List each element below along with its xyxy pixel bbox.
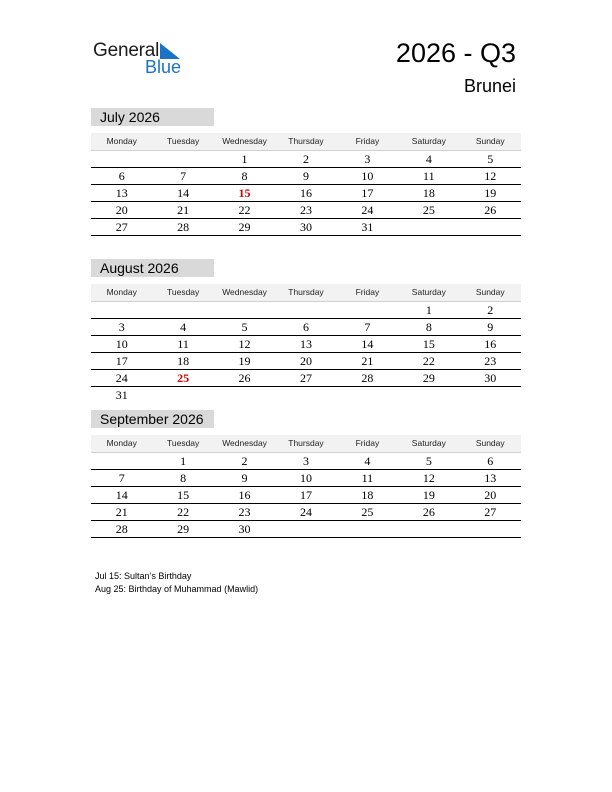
day-cell — [152, 151, 213, 167]
week-row — [91, 219, 521, 236]
weekday-header: Monday — [106, 136, 137, 146]
day-cell: 7 — [364, 320, 371, 334]
day-cell: 5 — [487, 152, 494, 166]
day-cell: 25 — [361, 505, 374, 519]
week-row — [91, 151, 521, 168]
day-cell: 20 — [299, 354, 312, 368]
holiday-day-cell: 25 — [177, 371, 190, 385]
day-cell: 21 — [115, 505, 128, 519]
day-cell: 27 — [484, 505, 497, 519]
month-grid — [91, 284, 521, 403]
weekday-header: Saturday — [411, 438, 446, 448]
holiday-note: Jul 15: Sultan’s Birthday — [95, 571, 192, 581]
day-cell — [91, 453, 152, 469]
day-cell: 2 — [302, 152, 309, 166]
day-cell: 8 — [180, 471, 187, 485]
day-cell: 31 — [115, 388, 128, 402]
day-cell: 8 — [241, 169, 248, 183]
day-cell: 5 — [241, 320, 248, 334]
weekday-header: Thursday — [288, 136, 324, 146]
day-cell: 7 — [180, 169, 187, 183]
day-cell: 29 — [422, 371, 435, 385]
day-cell — [398, 219, 459, 235]
day-cell — [398, 387, 459, 403]
day-cell: 1 — [241, 152, 248, 166]
day-cell — [337, 302, 398, 318]
month-block-september — [91, 410, 521, 538]
day-cell: 22 — [177, 505, 190, 519]
weekday-header: Wednesday — [222, 136, 267, 146]
day-cell: 18 — [177, 354, 190, 368]
logo-general-text: General — [93, 40, 160, 61]
day-cell — [91, 302, 152, 318]
week-row — [91, 504, 521, 521]
weekday-header-row — [91, 133, 521, 151]
day-cell: 6 — [487, 454, 494, 468]
day-cell: 24 — [361, 203, 374, 217]
day-cell: 6 — [302, 320, 309, 334]
week-row — [91, 336, 521, 353]
weekday-header: Sunday — [475, 287, 505, 297]
day-cell: 1 — [425, 303, 432, 317]
day-cell: 20 — [115, 203, 128, 217]
day-cell: 10 — [299, 471, 312, 485]
day-cell: 10 — [115, 337, 128, 351]
weekday-header: Saturday — [411, 287, 446, 297]
holiday-day-cell: 15 — [238, 186, 251, 200]
day-cell: 25 — [422, 203, 435, 217]
day-cell — [91, 151, 152, 167]
month-label: August 2026 — [91, 259, 214, 277]
logo-blue-text: Blue — [145, 57, 182, 77]
day-cell: 24 — [115, 371, 128, 385]
country-name: Brunei — [463, 76, 516, 96]
day-cell: 21 — [361, 354, 374, 368]
day-cell: 30 — [484, 371, 497, 385]
day-cell: 8 — [425, 320, 432, 334]
weekday-header: Thursday — [288, 438, 324, 448]
week-row — [91, 168, 521, 185]
month-grid — [91, 435, 521, 538]
day-cell: 7 — [118, 471, 125, 485]
day-cell — [337, 521, 398, 537]
day-cell: 28 — [177, 220, 190, 234]
month-block-july — [91, 108, 521, 236]
weekday-header: Monday — [106, 438, 137, 448]
week-row — [91, 453, 521, 470]
day-cell: 9 — [487, 320, 494, 334]
day-cell — [214, 302, 275, 318]
day-cell — [460, 387, 521, 403]
day-cell: 28 — [115, 522, 128, 536]
week-row — [91, 202, 521, 219]
day-cell: 19 — [422, 488, 435, 502]
day-cell: 27 — [115, 220, 128, 234]
week-row — [91, 521, 521, 538]
day-cell: 22 — [238, 203, 251, 217]
week-row — [91, 302, 521, 319]
day-cell: 23 — [238, 505, 251, 519]
day-cell — [275, 302, 336, 318]
day-cell: 28 — [361, 371, 374, 385]
day-cell: 2 — [241, 454, 248, 468]
day-cell: 2 — [487, 303, 494, 317]
day-cell — [398, 521, 459, 537]
week-row — [91, 319, 521, 336]
week-row — [91, 470, 521, 487]
day-cell: 16 — [484, 337, 497, 351]
day-cell — [460, 219, 521, 235]
day-cell — [152, 387, 213, 403]
day-cell: 29 — [177, 522, 190, 536]
day-cell: 4 — [364, 454, 371, 468]
weekday-header-row — [91, 435, 521, 453]
day-cell: 13 — [484, 471, 497, 485]
day-cell: 14 — [115, 488, 128, 502]
day-cell: 3 — [118, 320, 125, 334]
day-cell: 4 — [425, 152, 432, 166]
day-cell: 26 — [238, 371, 251, 385]
day-cell: 3 — [302, 454, 309, 468]
weekday-header: Tuesday — [166, 136, 200, 146]
weekday-header: Thursday — [288, 287, 324, 297]
day-cell — [152, 302, 213, 318]
day-cell — [275, 521, 336, 537]
day-cell: 13 — [115, 186, 128, 200]
weekday-header-row — [91, 284, 521, 302]
day-cell: 3 — [364, 152, 371, 166]
day-cell: 29 — [238, 220, 251, 234]
week-row — [91, 185, 521, 202]
weekday-header: Wednesday — [222, 438, 267, 448]
day-cell: 11 — [177, 337, 189, 351]
day-cell — [275, 387, 336, 403]
day-cell: 31 — [361, 220, 374, 234]
weekday-header: Friday — [355, 136, 380, 146]
weekday-header: Wednesday — [222, 287, 267, 297]
day-cell: 10 — [361, 169, 374, 183]
week-row — [91, 487, 521, 504]
day-cell: 27 — [299, 371, 312, 385]
weekday-header: Friday — [355, 438, 380, 448]
weekday-header: Tuesday — [166, 438, 200, 448]
day-cell: 17 — [115, 354, 128, 368]
day-cell: 11 — [361, 471, 374, 485]
month-grid — [91, 133, 521, 236]
month-label: July 2026 — [91, 108, 214, 126]
day-cell: 9 — [302, 169, 309, 183]
weekday-header: Sunday — [475, 136, 505, 146]
day-cell: 22 — [422, 354, 435, 368]
weekday-header: Saturday — [411, 136, 446, 146]
day-cell: 16 — [238, 488, 251, 502]
day-cell: 26 — [422, 505, 435, 519]
day-cell: 6 — [118, 169, 125, 183]
day-cell: 18 — [422, 186, 435, 200]
month-label: September 2026 — [91, 410, 214, 428]
day-cell: 14 — [177, 186, 190, 200]
weekday-header: Friday — [355, 287, 380, 297]
day-cell: 4 — [180, 320, 187, 334]
week-row — [91, 370, 521, 387]
day-cell: 24 — [299, 505, 312, 519]
weekday-header: Sunday — [475, 438, 505, 448]
holiday-note: Aug 25: Birthday of Muhammad (Mawlid) — [95, 584, 259, 594]
day-cell: 19 — [238, 354, 251, 368]
day-cell — [460, 521, 521, 537]
day-cell: 18 — [361, 488, 374, 502]
day-cell: 1 — [180, 454, 187, 468]
holiday-notes — [95, 570, 258, 596]
day-cell: 26 — [484, 203, 497, 217]
week-row — [91, 387, 521, 403]
day-cell: 23 — [299, 203, 312, 217]
day-cell: 30 — [238, 522, 251, 536]
month-block-august — [91, 259, 521, 403]
day-cell: 12 — [238, 337, 251, 351]
week-row — [91, 353, 521, 370]
day-cell: 11 — [423, 169, 435, 183]
day-cell: 9 — [241, 471, 248, 485]
day-cell: 15 — [177, 488, 190, 502]
day-cell: 12 — [484, 169, 497, 183]
day-cell: 16 — [299, 186, 312, 200]
day-cell: 21 — [177, 203, 190, 217]
day-cell: 30 — [299, 220, 312, 234]
day-cell — [214, 387, 275, 403]
day-cell: 17 — [299, 488, 312, 502]
weekday-header: Tuesday — [166, 287, 200, 297]
day-cell: 5 — [425, 454, 432, 468]
day-cell: 17 — [361, 186, 374, 200]
day-cell: 15 — [422, 337, 435, 351]
page-title: 2026 - Q3 — [395, 38, 516, 68]
day-cell — [337, 387, 398, 403]
day-cell: 14 — [361, 337, 374, 351]
day-cell: 20 — [484, 488, 497, 502]
weekday-header: Monday — [106, 287, 137, 297]
day-cell: 13 — [299, 337, 312, 351]
day-cell: 12 — [422, 471, 435, 485]
day-cell: 19 — [484, 186, 497, 200]
day-cell: 23 — [484, 354, 497, 368]
